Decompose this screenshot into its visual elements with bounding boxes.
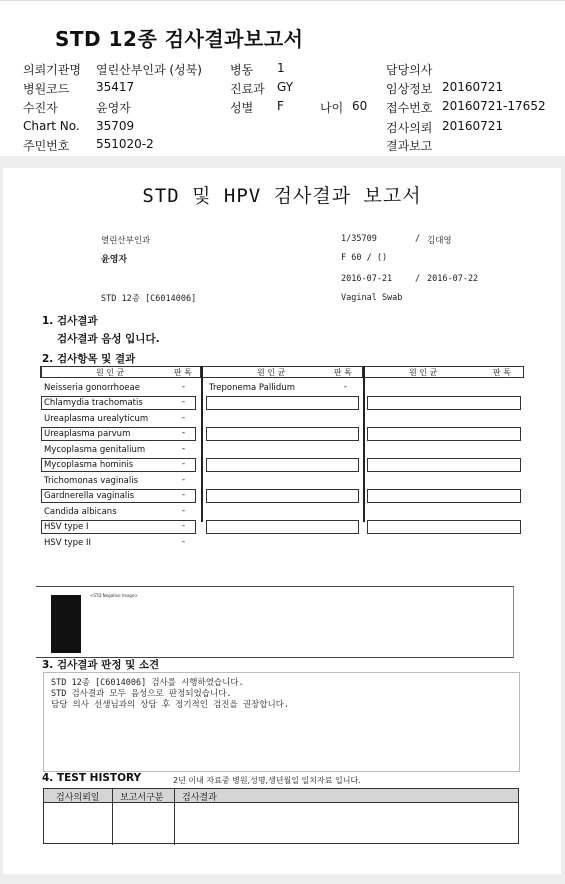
result-row: Ureaplasma parvum - <box>40 427 200 442</box>
doc-specimen: Vaginal Swab <box>341 293 403 303</box>
section1-title: 1. 검사결과 <box>42 315 98 327</box>
frame-right <box>561 156 565 884</box>
result-row: Mycoplasma hominis - <box>40 458 200 473</box>
empty-cell <box>206 427 359 441</box>
separator-band <box>0 156 565 168</box>
empty-cell <box>367 458 521 472</box>
doc-test-name: STD 12종 [C6014006] <box>101 294 197 304</box>
section1-text: 검사결과 음성 입니다. <box>57 333 160 345</box>
empty-cell <box>206 520 359 534</box>
result-row: Candida albicans - <box>44 506 186 517</box>
doc-title: STD 및 HPV 검사결과 보고서 <box>142 185 422 207</box>
gel-image-panel <box>36 586 514 658</box>
empty-cell <box>206 489 359 503</box>
doc-doctor-sep: / <box>415 234 421 244</box>
report-title: STD 12종 검사결과보고서 <box>55 27 304 51</box>
result-row: Chlamydia trachomatis - <box>40 396 200 411</box>
section4-title: 4. TEST HISTORY <box>42 772 142 784</box>
scanned-report <box>3 168 561 874</box>
history-table <box>43 788 519 844</box>
history-col-request-date: 검사의뢰일 <box>56 793 100 803</box>
grid-header-3: 원 인 균 판 독 <box>363 366 524 378</box>
opinion-line-1: STD 12종 [C6014006] 검사를 시행하였습니다. <box>51 678 244 688</box>
results-grid <box>40 366 524 552</box>
doc-date-received: 2016-07-21 <box>341 274 393 284</box>
history-note: 2년 이내 자료중 병원,성명,생년월일 일치자료 입니다. <box>173 776 361 785</box>
empty-cell <box>206 396 359 410</box>
report-header: STD 12종 검사결과보고서 의뢰기관명 열린산부인과 (성북) 병동 1 담당의사 병원코드 35417 진료과 GY 임상정보 20160721 수진자 윤영자 성별 F 나이 60 접수번호 20160721-17652 Chart No. 35709 검사의뢰 20160721 주민번호 551020-2 결과보고 <box>0 0 565 156</box>
gel-image <box>51 595 81 653</box>
empty-cell <box>367 489 521 503</box>
result-row: Mycoplasma genitalium - <box>44 444 186 455</box>
result-row: Gardnerella vaginalis - <box>40 489 200 504</box>
result-row: Trichomonas vaginalis - <box>44 475 186 486</box>
doc-sex-age: F 60 / () <box>341 253 388 263</box>
result-row: Neisseria gonorrhoeae - <box>44 382 186 393</box>
doc-hospital: 열린산부인과 <box>101 236 151 246</box>
section2-title: 2. 검사항목 및 결과 <box>42 353 136 365</box>
doc-patient: 윤영자 <box>101 255 128 265</box>
frame-bottom <box>0 874 565 884</box>
empty-cell <box>206 458 359 472</box>
result-row: Ureaplasma urealyticum - <box>44 413 186 424</box>
result-row: HSV type I - <box>40 520 200 535</box>
empty-cell <box>367 427 521 441</box>
opinion-box <box>43 672 520 772</box>
empty-cell <box>367 520 521 534</box>
grid-header-2: 원 인 균 판 독 <box>201 366 363 378</box>
doc-doctor: 김대영 <box>427 236 452 246</box>
section3-title: 3. 검사결과 판정 및 소견 <box>42 659 160 671</box>
result-row: HSV type II - <box>44 537 186 548</box>
history-col-result: 검사결과 <box>182 793 217 803</box>
history-col-report-type: 보고서구분 <box>120 793 164 803</box>
doc-date-sep: / <box>415 274 421 284</box>
grid-divider-1 <box>201 366 203 522</box>
grid-header-1: 원 인 균 판 독 <box>40 366 201 378</box>
doc-chart-no: 1/35709 <box>341 234 377 244</box>
gel-image-caption: <STD Negative Image> <box>90 593 138 598</box>
result-row-col2: Treponema Pallidum - <box>209 382 348 393</box>
doc-date-reported: 2016-07-22 <box>427 274 479 284</box>
opinion-line-3: 담당 의사 선생님과의 상담 후 정기적인 검진을 권장합니다. <box>51 700 290 710</box>
empty-cell <box>367 396 521 410</box>
opinion-line-2: STD 검사결과 모두 음성으로 판정되었습니다. <box>51 689 232 699</box>
